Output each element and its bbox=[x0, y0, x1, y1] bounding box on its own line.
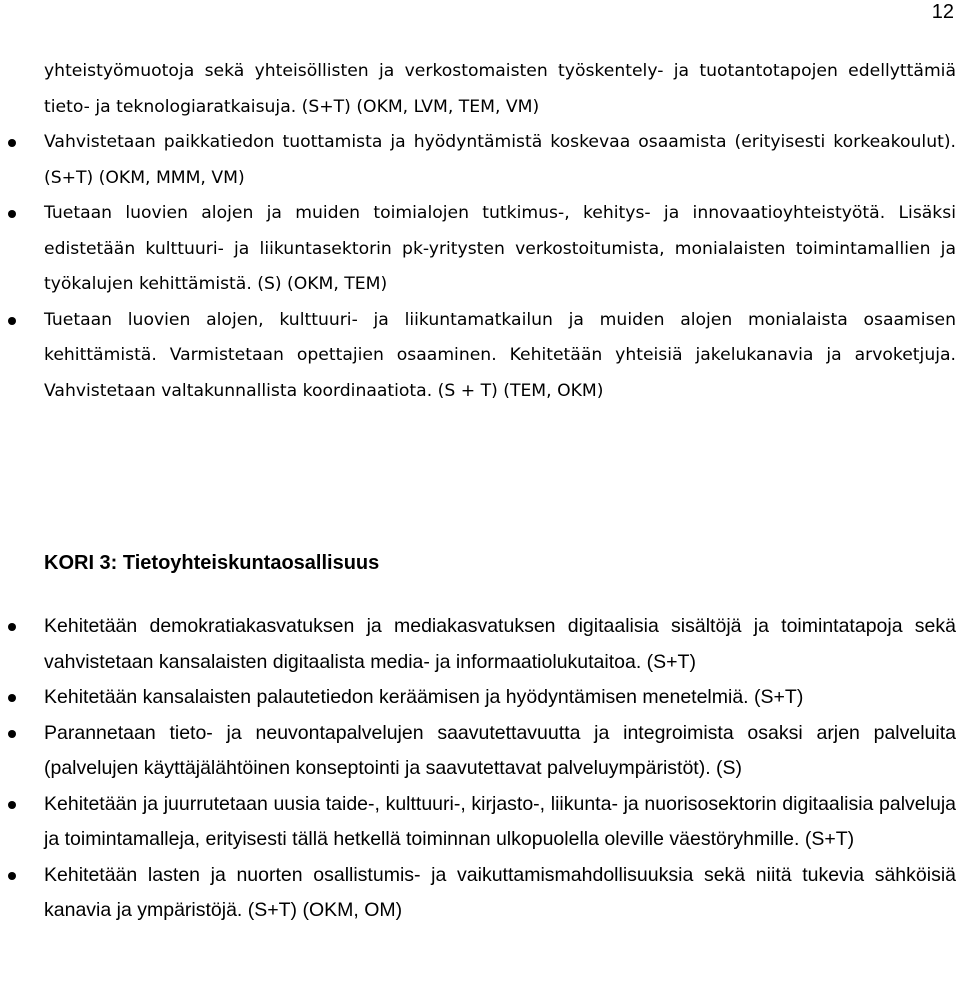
list-item-text: Kehitetään demokratiakasvatuksen ja mediakasvatuksen digitaalisia sisältöjä ja toimintatapoja sekä vahvistetaan kansalaisten digitaalista media- ja informaatiolukutaitoa. (S+T) bbox=[44, 615, 956, 673]
list-item-text: Kehitetään kansalaisten palautetiedon keräämisen ja hyödyntämisen menetelmiä. (S+T) bbox=[44, 686, 804, 708]
section-heading: KORI 3: Tietoyhteiskuntaosallisuus bbox=[44, 552, 380, 574]
list-item bbox=[44, 196, 956, 303]
continuation-paragraph: yhteistyömuotoja sekä yhteisöllisten ja verkostomaisten työskentely- ja tuotantotapojen edellyttämiä tieto- ja teknologiaratkaisuja. (S+T) (OKM, LVM, TEM, VM) bbox=[44, 61, 956, 117]
page-number: 12 bbox=[931, 1, 954, 23]
list-item bbox=[44, 125, 956, 196]
list-item bbox=[44, 609, 956, 680]
list-item bbox=[44, 680, 956, 716]
list-item-text: Tuetaan luovien alojen, kulttuuri- ja liikuntamatkailun ja muiden alojen monialaista osaamisen kehittämistä. Varmistetaan opettajien osaaminen. Kehitetään yhteisiä jakelukanavia ja arvoketjuja. Vahvistetaan valtakunnallista koordinaatiota. (S + T) (TEM, OKM) bbox=[44, 309, 956, 401]
list-item bbox=[44, 858, 956, 929]
bullet-icon bbox=[8, 317, 16, 325]
text-section-top bbox=[44, 54, 956, 409]
list-item-text: Vahvistetaan paikkatiedon tuottamista ja hyödyntämistä koskevaa osaamista (erityisesti korkeakoulut). (S+T) (OKM, MMM, VM) bbox=[44, 132, 956, 188]
text-section-bottom bbox=[44, 609, 956, 929]
bullet-icon bbox=[8, 139, 16, 147]
bullet-icon bbox=[8, 694, 16, 702]
list-item-text: Parannetaan tieto- ja neuvontapalvelujen saavutettavuutta ja integroimista osaksi arjen palveluita (palvelujen käyttäjälähtöinen konseptointi ja saavutettavat palveluympäristöt). (S) bbox=[44, 721, 956, 779]
bullet-icon bbox=[8, 801, 16, 809]
bullet-icon bbox=[8, 872, 16, 880]
bullet-icon bbox=[8, 623, 16, 631]
list-item bbox=[44, 787, 956, 858]
list-item-text: Kehitetään lasten ja nuorten osallistumis- ja vaikuttamismahdollisuuksia sekä niitä tukevia sähköisiä kanavia ja ympäristöjä. (S+T) (OKM, OM) bbox=[44, 863, 956, 921]
list-item-text: Kehitetään ja juurrutetaan uusia taide-, kulttuuri-, kirjasto-, liikunta- ja nuorisosektorin digitaalisia palveluja ja toimintamalleja, erityisesti tällä hetkellä toiminnan ulkopuolella oleville väestöryhmille. (S+T) bbox=[44, 792, 956, 850]
bullet-icon bbox=[8, 730, 16, 738]
bullet-icon bbox=[8, 210, 16, 218]
list-item bbox=[44, 303, 956, 410]
list-item-text: Tuetaan luovien alojen ja muiden toimialojen tutkimus-, kehitys- ja innovaatioyhteistyötä. Lisäksi edistetään kulttuuri- ja liikuntasektorin pk-yritysten verkostoitumista, monialaisten toimintamallien ja työkalujen kehittämistä. (S) (OKM, TEM) bbox=[44, 203, 956, 294]
list-item bbox=[44, 716, 956, 787]
